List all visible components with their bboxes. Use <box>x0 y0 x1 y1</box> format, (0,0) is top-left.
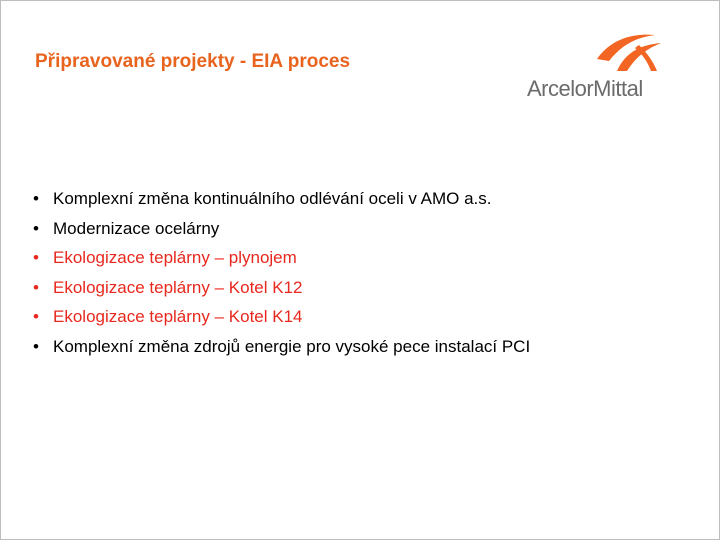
bullet-dot: • <box>33 307 39 326</box>
list-item-text: Komplexní změna kontinuálního odlévání oceli v AMO a.s. <box>53 189 492 208</box>
bullet-dot: • <box>33 248 39 267</box>
list-item-text: Ekologizace teplárny – Kotel K12 <box>53 277 303 297</box>
list-item-text: Komplexní změna zdrojů energie pro vysoké pece instalací PCI <box>53 336 531 356</box>
arcelormittal-swoosh-icon <box>595 31 667 73</box>
bullet-dot: • <box>33 218 39 238</box>
arcelormittal-logo <box>527 31 667 105</box>
bullet-dot: • <box>33 336 39 356</box>
logo-wordmark: ArcelorMittal <box>527 76 643 101</box>
list-item-text: Modernizace ocelárny <box>53 218 220 238</box>
slide-title: Připravované projekty - EIA proces <box>35 51 351 72</box>
bullet-dot: • <box>33 189 39 208</box>
list-item-text: Ekologizace teplárny – Kotel K14 <box>53 307 303 326</box>
list-item-text: Ekologizace teplárny – plynojem <box>53 248 297 267</box>
bullet-dot: • <box>33 277 39 297</box>
